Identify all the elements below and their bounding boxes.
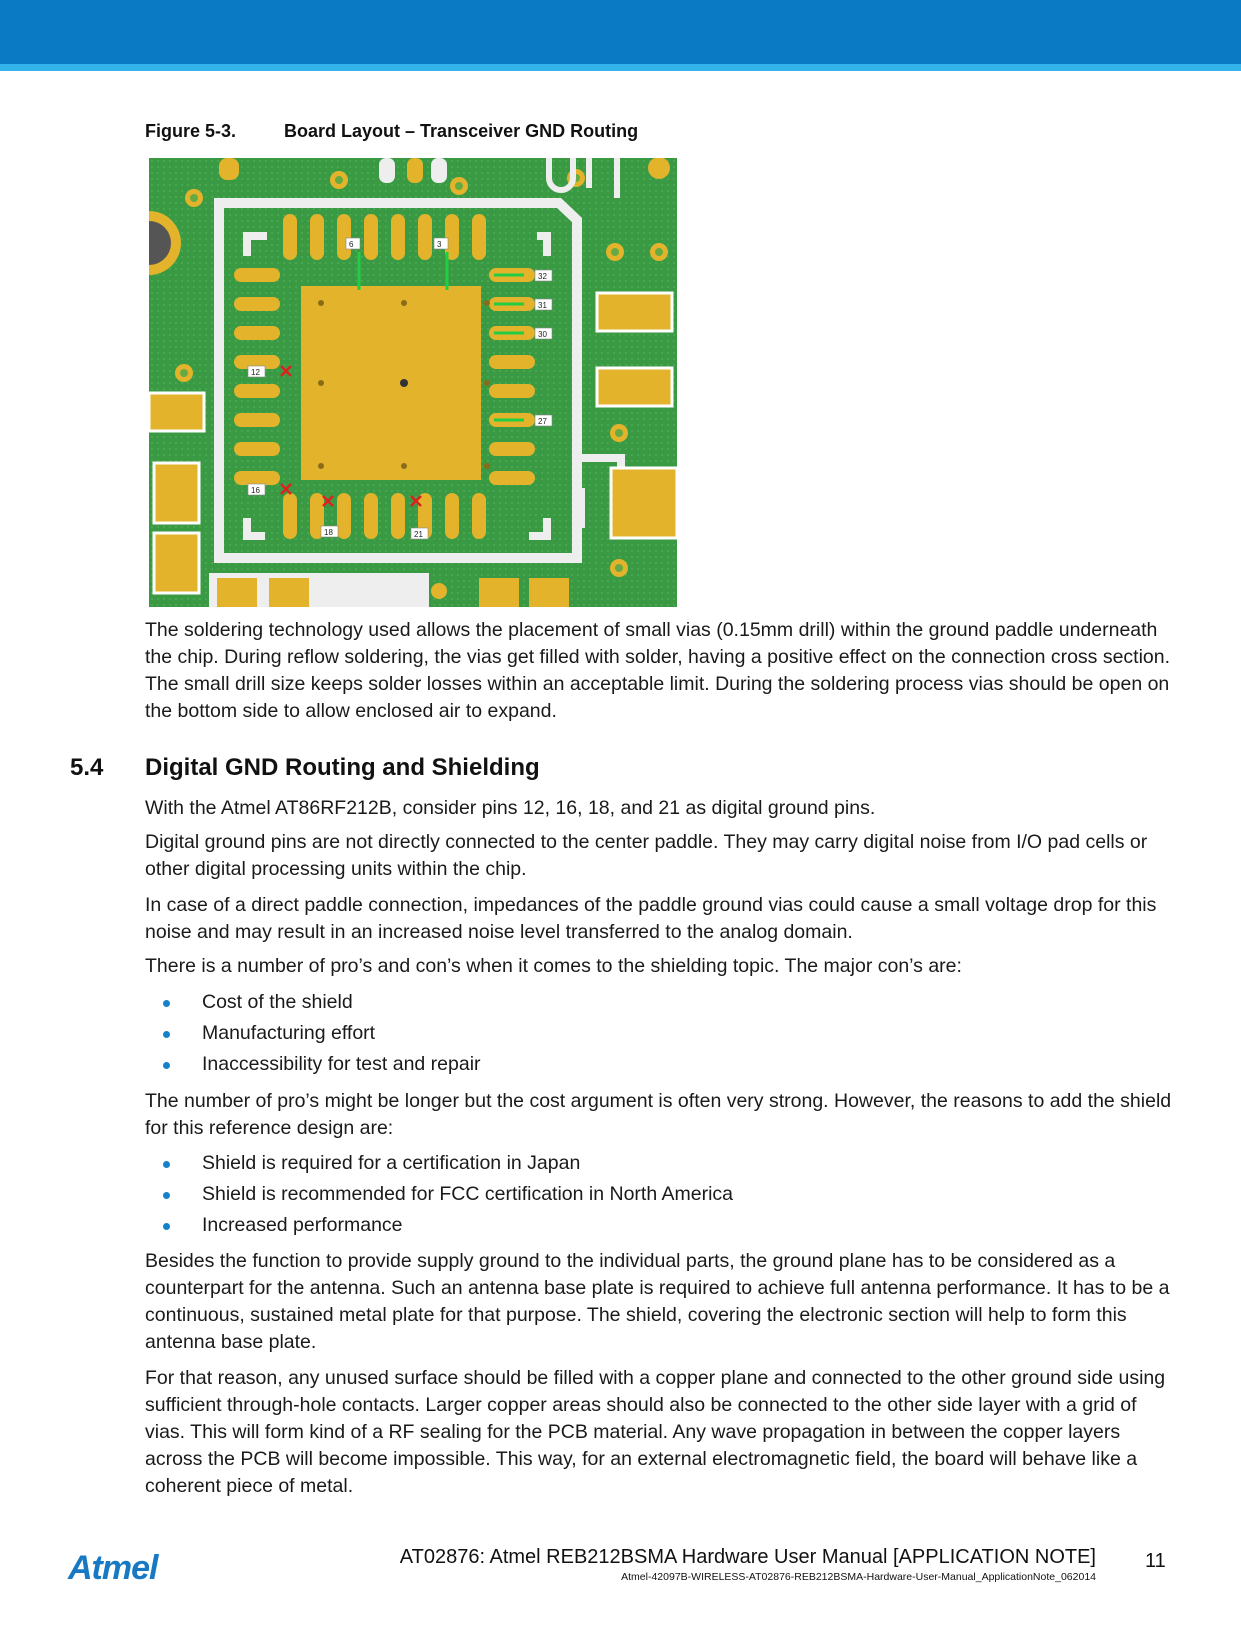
pin-label: 18 [324, 528, 333, 537]
paragraph-ground-plane [145, 1248, 1173, 1356]
bullet-icon [163, 1161, 170, 1168]
bullet-icon [163, 1062, 170, 1069]
section-heading [70, 754, 540, 782]
pin-label: 32 [538, 272, 547, 281]
pcb-layout-image [149, 158, 677, 607]
paragraph-text: Digital ground pins are not directly connected to the center paddle. They may carry digital noise from I/O pad cells or other digital processing units within the chip. [145, 831, 1148, 880]
footer-doc-title: AT02876: Atmel REB212BSMA Hardware User Manual [APPLICATION NOTE] [399, 1546, 1096, 1568]
list-item-text: Shield is required for a certification in Japan [202, 1152, 581, 1174]
paragraph-text: With the Atmel AT86RF212B, consider pins 12, 16, 18, and 21 as digital ground pins. [145, 797, 876, 819]
paragraph-text: In case of a direct paddle connection, impedances of the paddle ground vias could cause a small voltage drop for this noise and may result in an increased noise level transferred to the analog domain. [145, 894, 1157, 943]
paragraph-copper-plane [145, 1365, 1173, 1500]
pin-label: 27 [538, 417, 547, 426]
pin-label: 30 [538, 330, 547, 339]
paragraph-pros [145, 1088, 1173, 1142]
figure-title: Board Layout – Transceiver GND Routing [284, 121, 639, 141]
figure-number: Figure 5-3. [145, 121, 237, 141]
section-number: 5.4 [70, 754, 104, 781]
list-item-text: Manufacturing effort [202, 1022, 376, 1044]
paragraph-paddle-connection [145, 892, 1173, 946]
pin-label: 31 [538, 301, 547, 310]
paragraph-text: There is a number of pro’s and con’s when it comes to the shielding topic. The major con’s are: [145, 955, 962, 977]
list-item [145, 1049, 1173, 1080]
footer-doc-id: Atmel-42097B-WIRELESS-AT02876-REB212BSMA-Hardware-User-Manual_ApplicationNote_062014 [621, 1571, 1096, 1583]
pros-list [145, 1148, 1173, 1241]
list-item-text: Increased performance [202, 1214, 403, 1236]
bullet-icon [163, 1192, 170, 1199]
paragraph-digital-pins [145, 795, 1173, 822]
pin-label: 12 [251, 368, 260, 377]
paragraph-pros-cons [145, 953, 1173, 980]
figure-caption [145, 121, 638, 142]
atmel-logo: Atmel [68, 1549, 158, 1587]
pin-label: 16 [251, 486, 260, 495]
paragraph-text: The number of pro’s might be longer but the cost argument is often very strong. However, the reasons to add the shield for this reference design are: [145, 1090, 1172, 1139]
pin-label: 3 [437, 240, 442, 249]
paragraph-not-connected [145, 829, 1173, 883]
list-item [145, 1179, 1173, 1210]
paragraph-text: For that reason, any unused surface should be filled with a copper plane and connected to the other ground side using sufficient through-hole contacts. Larger copper areas should also be connected to the other side layer with a grid of vias. This will form kind of a RF sealing for the PCB material. Any wave propagation in between the copper layers across the PCB will become impossible. This way, for an external electromagnetic field, the board will behave like a coherent piece of metal. [145, 1367, 1166, 1497]
paragraph-text: Besides the function to provide supply ground to the individual parts, the ground plane has to be considered as a counterpart for the antenna. Such an antenna base plate is required to achieve full antenna performance. It has to be a continuous, sustained metal plate for that purpose. The shield, covering the electronic section will help to form this antenna base plate. [145, 1250, 1170, 1353]
list-item-text: Cost of the shield [202, 991, 353, 1013]
bullet-icon [163, 1031, 170, 1038]
cons-list [145, 987, 1173, 1080]
list-item [145, 1148, 1173, 1179]
pin-label: 6 [349, 240, 354, 249]
page-number: 11 [1145, 1550, 1166, 1572]
header-accent-line [0, 64, 1241, 71]
list-item [145, 987, 1173, 1018]
header-band [0, 0, 1241, 64]
pin-label: 21 [414, 530, 423, 539]
bullet-icon [163, 1223, 170, 1230]
list-item [145, 1210, 1173, 1241]
list-item-text: Inaccessibility for test and repair [202, 1053, 481, 1075]
paragraph-text: The soldering technology used allows the placement of small vias (0.15mm drill) within the ground paddle underneath the chip. During reflow soldering, the vias get filled with solder, having a positive effect on the connection cross section. The small drill size keeps solder losses within an acceptable limit. During the soldering process vias should be open on the bottom side to allow enclosed air to expand. [145, 619, 1171, 722]
list-item-text: Shield is recommended for FCC certification in North America [202, 1183, 734, 1205]
section-title: Digital GND Routing and Shielding [145, 754, 540, 781]
bullet-icon [163, 1000, 170, 1007]
paragraph-soldering [145, 617, 1173, 725]
list-item [145, 1018, 1173, 1049]
